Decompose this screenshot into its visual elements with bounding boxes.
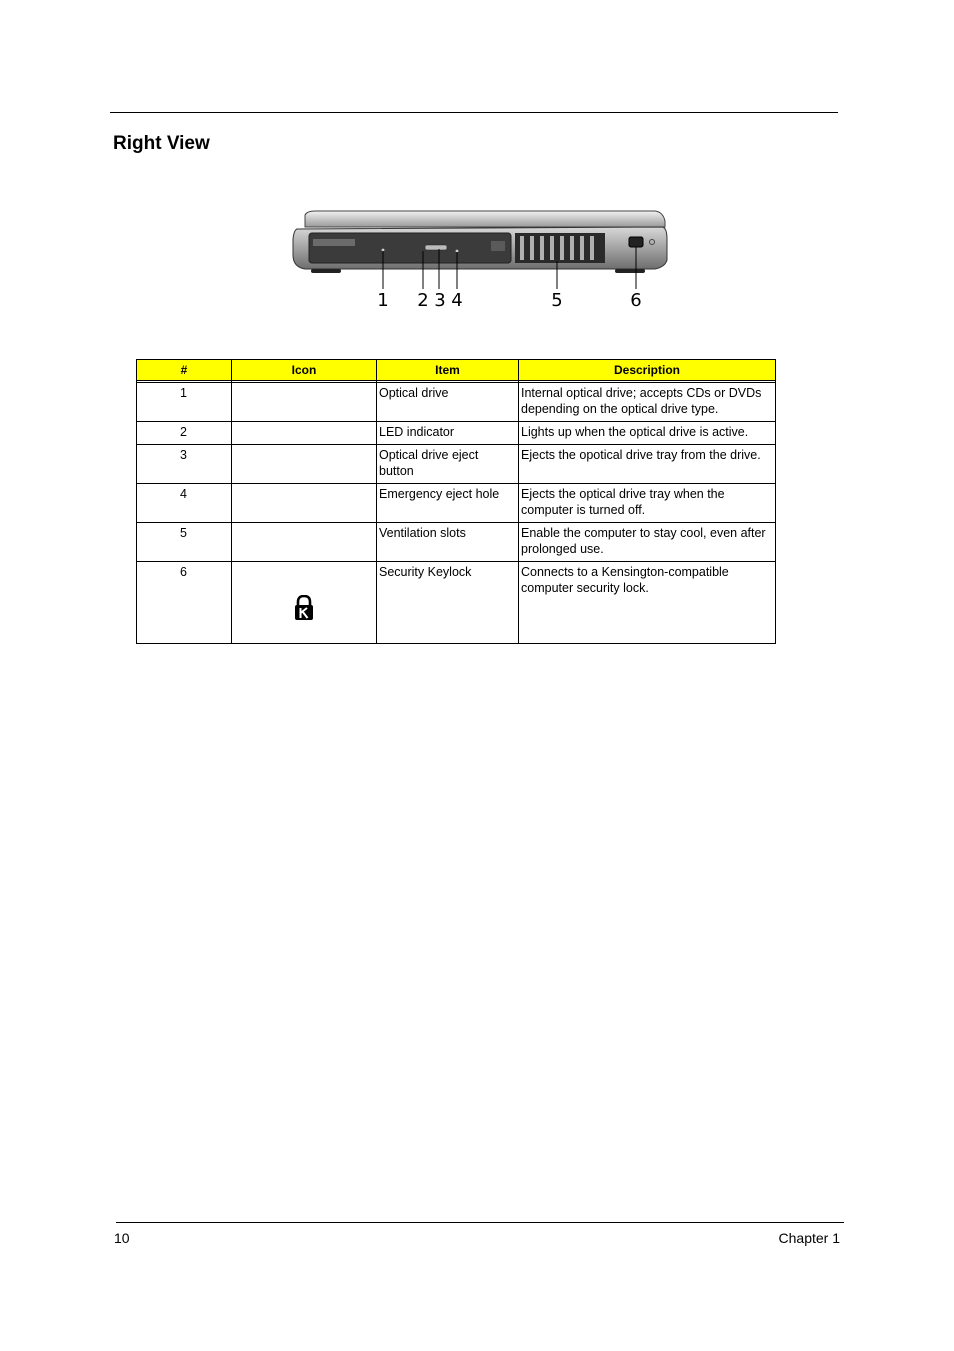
row-item: Optical drive eject button [377, 445, 519, 484]
header-icon: Icon [232, 360, 377, 381]
row-description: Ejects the optical drive tray when the computer is turned off. [519, 484, 776, 523]
table-row [137, 422, 776, 445]
row-num: 5 [137, 523, 232, 562]
kensington-lock-icon [294, 595, 314, 621]
row-item: Emergency eject hole [377, 484, 519, 523]
laptop-right-view-image [285, 205, 675, 315]
header-num: # [137, 360, 232, 381]
row-description: Internal optical drive; accepts CDs or DVDs depending on the optical drive type. [519, 383, 776, 422]
table-row [137, 523, 776, 562]
header-rule [110, 112, 838, 113]
header-item: Item [377, 360, 519, 381]
callout-4: 4 [451, 290, 463, 311]
row-item: Optical drive [377, 383, 519, 422]
table-row [137, 445, 776, 484]
row-icon [232, 422, 377, 445]
chapter-label: Chapter 1 [778, 1230, 840, 1246]
callout-1: 1 [377, 290, 389, 311]
table-header-row [137, 360, 776, 381]
row-description: Ejects the opotical drive tray from the drive. [519, 445, 776, 484]
row-icon [232, 383, 377, 422]
row-num: 4 [137, 484, 232, 523]
row-description: Lights up when the optical drive is active. [519, 422, 776, 445]
row-item: Security Keylock [377, 562, 519, 644]
row-description: Connects to a Kensington-compatible computer security lock. [519, 562, 776, 644]
row-num: 1 [137, 383, 232, 422]
row-num: 2 [137, 422, 232, 445]
footer-rule [116, 1222, 844, 1223]
row-item: Ventilation slots [377, 523, 519, 562]
callout-5: 5 [551, 290, 563, 311]
table-row [137, 484, 776, 523]
page-number: 10 [114, 1230, 130, 1246]
row-num: 3 [137, 445, 232, 484]
row-num: 6 [137, 562, 232, 644]
row-item: LED indicator [377, 422, 519, 445]
right-view-table [136, 359, 776, 644]
row-description: Enable the computer to stay cool, even after prolonged use. [519, 523, 776, 562]
callout-2: 2 [417, 290, 429, 311]
callout-3: 3 [434, 290, 446, 311]
table-row [137, 562, 776, 644]
row-icon [232, 445, 377, 484]
section-title: Right View [113, 133, 210, 154]
row-icon [232, 484, 377, 523]
row-icon [232, 523, 377, 562]
header-description: Description [519, 360, 776, 381]
callout-6: 6 [630, 290, 642, 311]
table-row [137, 383, 776, 422]
row-icon [232, 562, 377, 644]
